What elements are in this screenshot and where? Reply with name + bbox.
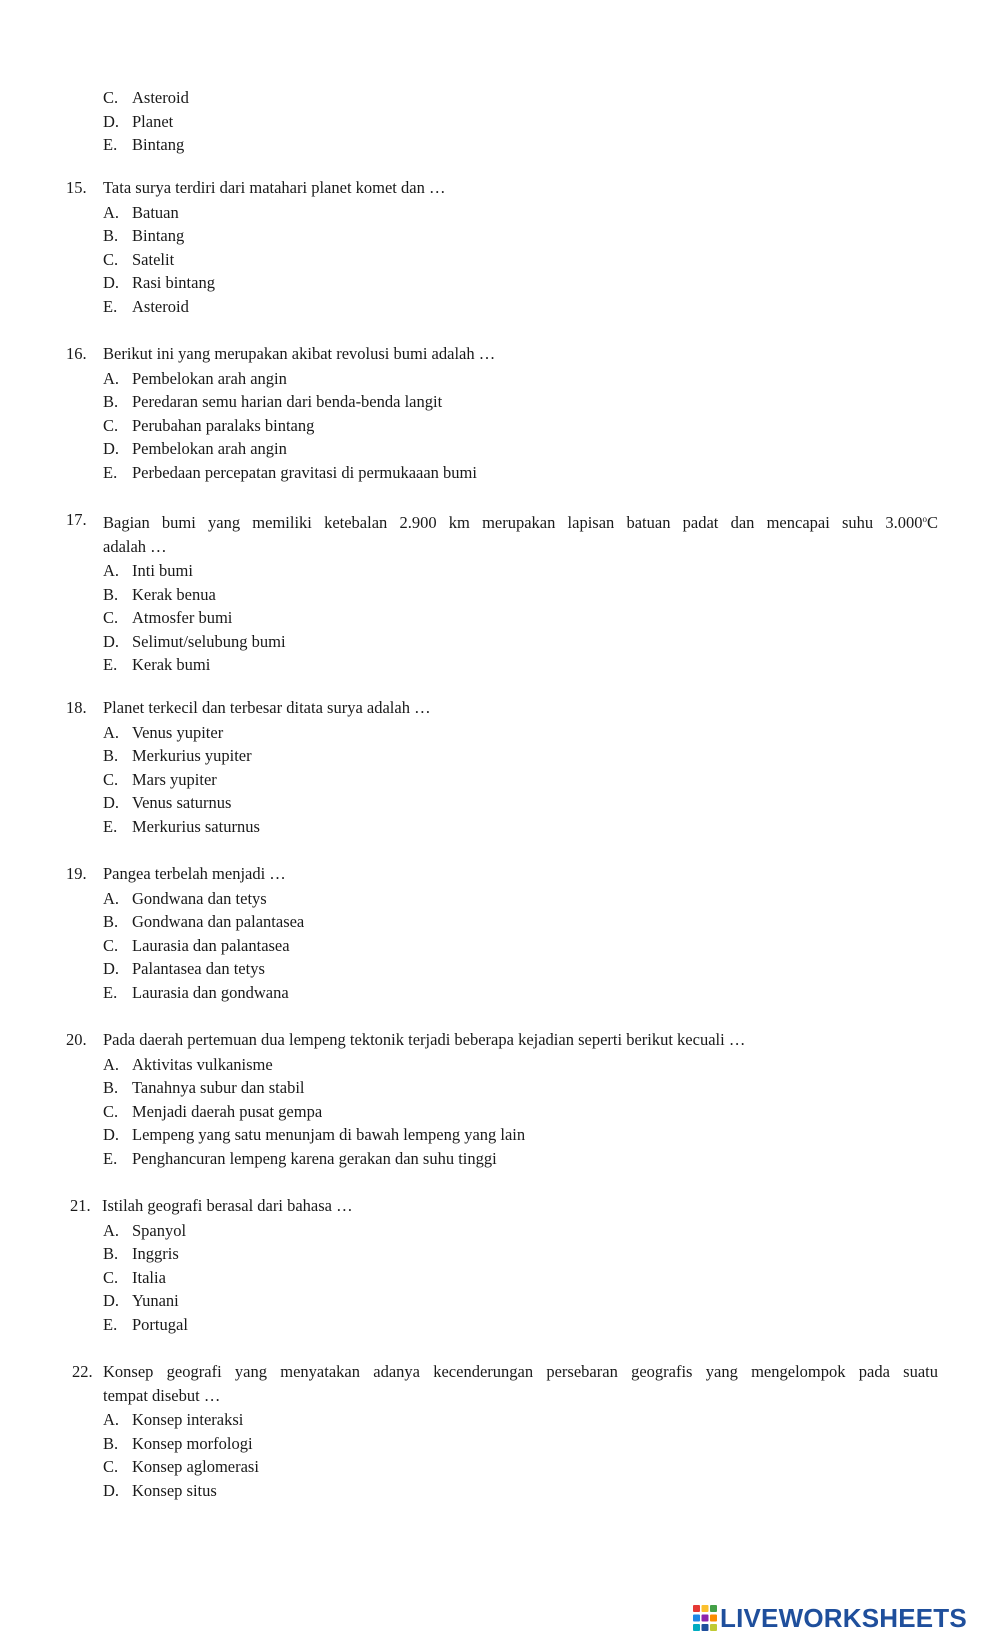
question-number: 16. [66,344,87,363]
option-letter: C. [103,88,119,107]
option-letter: C. [103,608,119,627]
option-c[interactable] [60,1455,938,1479]
question-18 [60,696,938,838]
option-e[interactable] [60,981,938,1005]
option-d[interactable] [60,1289,938,1313]
option-text: Asteroid [132,88,189,107]
option-c[interactable] [60,934,938,958]
option-a[interactable] [60,1219,938,1243]
option-a[interactable] [60,887,938,911]
option-text: Tanahnya subur dan stabil [132,1078,305,1097]
option-text: Gondwana dan tetys [132,888,267,908]
option-letter: A. [103,1054,120,1074]
question-number: 22. [72,1362,93,1381]
previous-question-options [60,86,938,157]
option-letter: D. [103,111,120,131]
option-c[interactable] [60,768,938,792]
option-d[interactable] [60,110,938,134]
option-b[interactable] [60,744,938,768]
question-19 [60,862,938,1004]
option-text: Laurasia dan gondwana [132,982,289,1002]
option-text: Selimut/selubung bumi [132,631,286,651]
question-number: 17. [66,510,87,529]
option-letter: C. [103,415,119,435]
option-letter: A. [103,1220,120,1240]
option-d[interactable] [60,957,938,981]
question-20 [60,1028,938,1170]
option-a[interactable] [60,1053,938,1077]
option-letter: A. [103,561,120,580]
option-text: Konsep morfologi [132,1433,253,1453]
option-b[interactable] [60,1076,938,1100]
question-text-line-1 [103,508,938,535]
option-text: Atmosfer bumi [132,608,233,627]
question-text-main: Bagian bumi yang memiliki ketebalan 2.900 km merupakan lapisan batuan padat dan mencapai suhu 3.000 [103,513,923,532]
option-text: Venus yupiter [132,722,224,742]
option-c[interactable] [60,248,938,272]
option-letter: A. [103,1410,120,1429]
question-number: 19. [66,864,87,883]
question-text: Pangea terbelah menjadi … [103,864,286,883]
question-text-line-2: tempat disebut … [103,1385,221,1405]
option-a[interactable] [60,367,938,391]
option-a[interactable] [60,1408,938,1432]
option-letter: D. [103,959,120,978]
option-c[interactable] [60,414,938,438]
option-letter: D. [103,793,120,812]
option-b[interactable] [60,583,938,607]
question-number: 21. [70,1196,91,1215]
option-text: Spanyol [132,1220,187,1240]
temperature-unit: C [926,513,938,532]
option-letter: C. [103,1457,119,1476]
question-text: Berikut ini yang merupakan akibat revolusi bumi adalah … [103,344,496,363]
option-letter: A. [103,722,120,742]
option-text: Venus saturnus [132,793,232,812]
option-letter: D. [103,273,120,292]
option-text: Perubahan paralaks bintang [132,415,315,435]
option-text: Planet [132,111,174,131]
option-text: Italia [132,1267,166,1287]
option-text: Pembelokan arah angin [132,368,287,388]
option-c[interactable] [60,1266,938,1290]
liveworksheets-logo-icon [693,1605,717,1631]
option-text: Pembelokan arah angin [132,439,287,458]
option-text: Satelit [132,249,175,269]
option-text: Kerak bumi [132,655,211,674]
option-text: Bintang [132,135,185,154]
liveworksheets-logo[interactable] [693,1603,967,1633]
option-letter: C. [103,1267,119,1287]
option-d[interactable] [60,437,938,461]
question-text: Tata surya terdiri dari matahari planet komet dan … [103,178,446,197]
option-e[interactable] [60,815,938,839]
option-text: Menjadi daerah pusat gempa [132,1101,323,1121]
option-text: Portugal [132,1314,188,1334]
option-text: Lempeng yang satu menunjam di bawah lempeng yang lain [132,1125,526,1144]
option-letter: D. [103,1125,120,1144]
option-text: Penghancuran lempeng karena gerakan dan suhu tinggi [132,1148,497,1168]
option-letter: B. [103,1433,119,1453]
question-22 [60,1360,938,1502]
option-text: Batuan [132,202,179,222]
option-e[interactable] [60,461,938,485]
option-letter: D. [103,439,120,458]
option-d[interactable] [60,791,938,815]
question-number: 18. [66,698,87,717]
option-e[interactable] [60,133,938,157]
option-text: Yunani [132,1291,179,1310]
option-text: Asteroid [132,296,189,316]
option-letter: E. [103,296,118,316]
option-text: Konsep situs [132,1480,217,1500]
option-text: Aktivitas vulkanisme [132,1054,273,1074]
option-e[interactable] [60,1147,938,1171]
option-letter: A. [103,888,120,908]
option-letter: D. [103,1291,120,1310]
option-text: Merkurius saturnus [132,816,260,836]
option-b[interactable] [60,224,938,248]
question-21 [60,1194,938,1336]
option-letter: E. [103,655,118,674]
logo-text: LIVEWORKSHEETS [720,1603,967,1633]
option-text: Laurasia dan palantasea [132,935,290,955]
option-text: Gondwana dan palantasea [132,912,305,931]
option-b[interactable] [60,910,938,934]
option-text: Peredaran semu harian dari benda-benda langit [132,392,443,411]
option-letter: C. [103,935,119,955]
option-e[interactable] [60,653,938,677]
option-b[interactable] [60,1242,938,1266]
option-e[interactable] [60,295,938,319]
option-d[interactable] [60,1123,938,1147]
option-a[interactable] [60,201,938,225]
option-letter: D. [103,1480,120,1500]
option-letter: B. [103,746,119,765]
question-text-line-1: Konsep geografi yang menyatakan adanya kecenderungan persebaran geografis yang mengelompok pada suatu [103,1362,938,1381]
option-text: Konsep aglomerasi [132,1457,259,1476]
option-letter: C. [103,769,119,789]
option-b[interactable] [60,390,938,414]
option-letter: B. [103,1244,119,1263]
option-text: Mars yupiter [132,769,217,789]
option-text: Merkurius yupiter [132,746,252,765]
option-text: Palantasea dan tetys [132,959,265,978]
option-letter: B. [103,912,119,931]
question-16 [60,342,938,484]
option-text: Rasi bintang [132,273,215,292]
option-c[interactable] [60,1100,938,1124]
option-d[interactable] [60,1479,938,1503]
question-text: Istilah geografi berasal dari bahasa … [102,1196,353,1215]
option-b[interactable] [60,1432,938,1456]
option-d[interactable] [60,271,938,295]
question-number: 15. [66,178,87,197]
option-d[interactable] [60,630,938,654]
option-c[interactable] [60,606,938,630]
option-text: Inggris [132,1244,179,1263]
question-text-line-2: adalah … [103,536,167,556]
option-letter: E. [103,982,118,1002]
option-letter: B. [103,226,119,245]
option-letter: C. [103,1101,119,1121]
option-letter: C. [103,249,119,269]
option-e[interactable] [60,1313,938,1337]
question-text: Pada daerah pertemuan dua lempeng tektonik terjadi beberapa kejadian seperti berikut kecuali … [103,1030,746,1049]
option-letter: A. [103,202,120,222]
option-text: Perbedaan percepatan gravitasi di permukaaan bumi [132,462,477,482]
option-text: Inti bumi [132,561,193,580]
option-letter: B. [103,584,119,604]
option-letter: E. [103,1148,118,1168]
question-15 [60,176,938,318]
option-letter: A. [103,368,120,388]
option-letter: B. [103,1078,119,1097]
question-text: Planet terkecil dan terbesar ditata surya adalah … [103,698,431,717]
option-letter: D. [103,631,120,651]
option-text: Bintang [132,226,185,245]
option-a[interactable] [60,721,938,745]
option-letter: E. [103,135,118,154]
question-17 [60,508,938,677]
option-text: Konsep interaksi [132,1410,244,1429]
question-number: 20. [66,1030,87,1049]
option-letter: B. [103,392,119,411]
option-letter: E. [103,816,118,836]
option-c[interactable] [60,86,938,110]
option-text: Kerak benua [132,584,216,604]
option-letter: E. [103,462,118,482]
degree-superscript: o [922,514,927,524]
option-a[interactable] [60,559,938,583]
option-letter: E. [103,1314,118,1334]
